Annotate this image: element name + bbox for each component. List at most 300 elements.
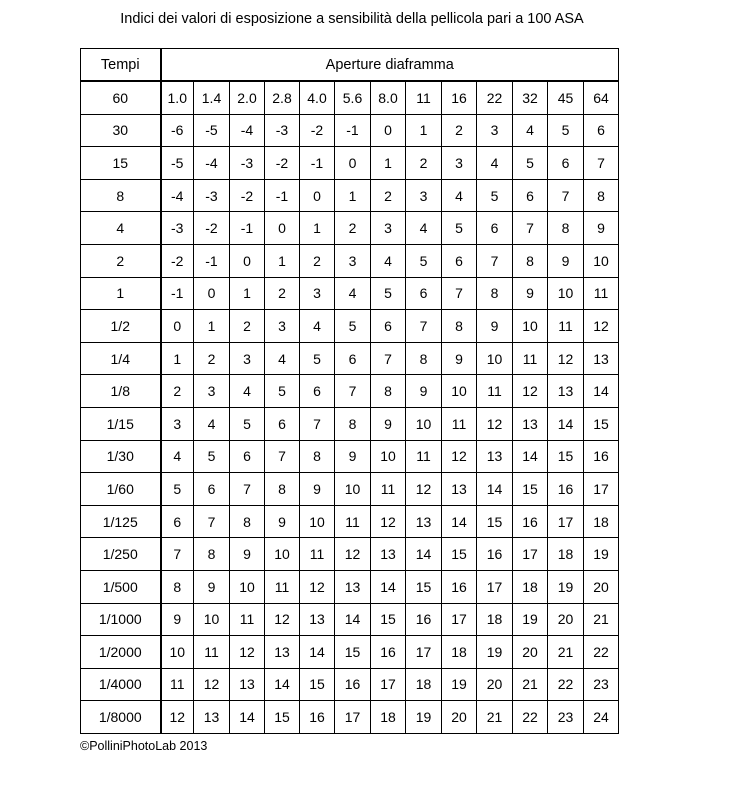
aperture-value-cell: 16 <box>442 81 477 114</box>
exposure-value-cell: 22 <box>584 636 619 669</box>
copyright-footer: ©PolliniPhotoLab 2013 <box>80 739 208 753</box>
exposure-value-cell: -5 <box>161 147 194 180</box>
exposure-value-cell: 21 <box>548 636 584 669</box>
exposure-value-cell: 1 <box>161 342 194 375</box>
exposure-value-cell: -2 <box>194 212 230 245</box>
exposure-value-cell: -2 <box>161 244 194 277</box>
shutter-time-cell: 1/125 <box>81 505 161 538</box>
exposure-value-cell: 9 <box>300 473 335 506</box>
exposure-value-cell: 24 <box>584 701 619 734</box>
exposure-value-cell: 20 <box>442 701 477 734</box>
shutter-time-cell: 4 <box>81 212 161 245</box>
exposure-value-cell: 9 <box>406 375 442 408</box>
exposure-value-cell: 3 <box>161 407 194 440</box>
exposure-value-cell: 11 <box>406 440 442 473</box>
exposure-value-cell: 6 <box>335 342 371 375</box>
aperture-value-cell: 11 <box>406 81 442 114</box>
exposure-value-cell: 11 <box>194 636 230 669</box>
table-row <box>81 407 619 440</box>
exposure-value-cell: -2 <box>265 147 300 180</box>
shutter-time-cell: 60 <box>81 81 161 114</box>
exposure-value-cell: 6 <box>513 179 548 212</box>
shutter-time-cell: 1/2 <box>81 310 161 343</box>
exposure-value-cell: 9 <box>548 244 584 277</box>
exposure-value-cell: 13 <box>477 440 513 473</box>
exposure-value-cell: 14 <box>548 407 584 440</box>
table-row <box>81 538 619 571</box>
shutter-time-cell: 2 <box>81 244 161 277</box>
exposure-value-cell: 4 <box>371 244 406 277</box>
exposure-value-cell: 0 <box>161 310 194 343</box>
exposure-value-cell: 15 <box>300 668 335 701</box>
table-row <box>81 636 619 669</box>
exposure-value-cell: 15 <box>265 701 300 734</box>
exposure-value-cell: 5 <box>406 244 442 277</box>
table-row <box>81 147 619 180</box>
exposure-value-cell: 18 <box>371 701 406 734</box>
exposure-value-cell: 10 <box>300 505 335 538</box>
exposure-value-cell: 10 <box>335 473 371 506</box>
exposure-value-cell: 10 <box>548 277 584 310</box>
exposure-value-cell: 12 <box>194 668 230 701</box>
exposure-value-cell: 8 <box>265 473 300 506</box>
exposure-value-cell: 12 <box>406 473 442 506</box>
exposure-value-cell: 3 <box>335 244 371 277</box>
exposure-value-cell: 12 <box>230 636 265 669</box>
exposure-value-cell: 9 <box>584 212 619 245</box>
exposure-value-cell: 3 <box>300 277 335 310</box>
shutter-time-cell: 1/8000 <box>81 701 161 734</box>
exposure-value-cell: 5 <box>513 147 548 180</box>
exposure-value-cell: 10 <box>161 636 194 669</box>
exposure-value-cell: 15 <box>584 407 619 440</box>
exposure-value-cell: 13 <box>265 636 300 669</box>
time-column-header: Tempi <box>81 49 161 82</box>
exposure-value-cell: 11 <box>265 570 300 603</box>
exposure-value-cell: 1 <box>194 310 230 343</box>
exposure-value-cell: 2 <box>265 277 300 310</box>
exposure-value-cell: 5 <box>230 407 265 440</box>
exposure-value-cell: 1 <box>406 114 442 147</box>
aperture-value-cell: 2.8 <box>265 81 300 114</box>
exposure-value-cell: 6 <box>230 440 265 473</box>
exposure-value-cell: 19 <box>548 570 584 603</box>
exposure-value-cell: 0 <box>194 277 230 310</box>
exposure-value-cell: -1 <box>230 212 265 245</box>
exposure-value-cell: 17 <box>548 505 584 538</box>
exposure-value-cell: 10 <box>371 440 406 473</box>
exposure-value-cell: 13 <box>371 538 406 571</box>
exposure-value-cell: 2 <box>442 114 477 147</box>
exposure-value-cell: 21 <box>477 701 513 734</box>
exposure-value-cell: 7 <box>194 505 230 538</box>
exposure-value-cell: 17 <box>442 603 477 636</box>
exposure-value-cell: 8 <box>300 440 335 473</box>
exposure-value-cell: 0 <box>371 114 406 147</box>
shutter-time-cell: 1/60 <box>81 473 161 506</box>
aperture-value-cell: 1.4 <box>194 81 230 114</box>
aperture-value-cell: 2.0 <box>230 81 265 114</box>
exposure-value-cell: 5 <box>548 114 584 147</box>
exposure-value-cell: -1 <box>265 179 300 212</box>
exposure-value-cell: 16 <box>584 440 619 473</box>
exposure-value-cell: 14 <box>300 636 335 669</box>
exposure-value-cell: 11 <box>161 668 194 701</box>
table-row <box>81 440 619 473</box>
exposure-value-cell: 20 <box>584 570 619 603</box>
exposure-value-cell: 9 <box>265 505 300 538</box>
table-header-row <box>81 49 619 82</box>
exposure-value-cell: 17 <box>513 538 548 571</box>
exposure-value-cell: 8 <box>442 310 477 343</box>
exposure-value-cell: 10 <box>265 538 300 571</box>
exposure-value-cell: 4 <box>194 407 230 440</box>
exposure-value-cell: 16 <box>406 603 442 636</box>
exposure-value-cell: 7 <box>161 538 194 571</box>
exposure-value-cell: 11 <box>300 538 335 571</box>
exposure-value-cell: 2 <box>406 147 442 180</box>
shutter-time-cell: 1/8 <box>81 375 161 408</box>
exposure-value-cell: 0 <box>300 179 335 212</box>
exposure-value-cell: 22 <box>548 668 584 701</box>
exposure-value-cell: 7 <box>442 277 477 310</box>
page-title: Indici dei valori di esposizione a sensibilità della pellicola pari a 100 ASA <box>120 11 584 27</box>
exposure-value-cell: 13 <box>300 603 335 636</box>
exposure-value-cell: 16 <box>300 701 335 734</box>
table-row <box>81 81 619 114</box>
exposure-value-cell: 4 <box>513 114 548 147</box>
exposure-value-cell: 5 <box>194 440 230 473</box>
exposure-value-cell: -4 <box>194 147 230 180</box>
exposure-value-cell: 14 <box>513 440 548 473</box>
exposure-value-cell: 4 <box>477 147 513 180</box>
exposure-value-cell: 7 <box>513 212 548 245</box>
exposure-value-cell: -4 <box>230 114 265 147</box>
exposure-value-cell: -4 <box>161 179 194 212</box>
exposure-value-cell: 7 <box>406 310 442 343</box>
exposure-value-cell: 15 <box>513 473 548 506</box>
exposure-value-cell: 10 <box>230 570 265 603</box>
exposure-value-cell: 3 <box>406 179 442 212</box>
shutter-time-cell: 1/1000 <box>81 603 161 636</box>
exposure-value-cell: 13 <box>406 505 442 538</box>
exposure-value-cell: 15 <box>477 505 513 538</box>
exposure-value-cell: 5 <box>371 277 406 310</box>
exposure-value-cell: 2 <box>161 375 194 408</box>
exposure-value-cell: 10 <box>442 375 477 408</box>
exposure-value-cell: 7 <box>300 407 335 440</box>
exposure-value-cell: 17 <box>335 701 371 734</box>
exposure-value-cell: 1 <box>230 277 265 310</box>
exposure-value-cell: 15 <box>371 603 406 636</box>
aperture-value-cell: 45 <box>548 81 584 114</box>
exposure-value-cell: 19 <box>513 603 548 636</box>
exposure-value-cell: 10 <box>584 244 619 277</box>
exposure-value-cell: 2 <box>230 310 265 343</box>
exposure-value-cell: 18 <box>477 603 513 636</box>
exposure-value-cell: 9 <box>442 342 477 375</box>
exposure-value-cell: 21 <box>584 603 619 636</box>
aperture-value-cell: 64 <box>584 81 619 114</box>
exposure-value-cell: 13 <box>442 473 477 506</box>
exposure-value-cell: 7 <box>584 147 619 180</box>
exposure-value-cell: 19 <box>584 538 619 571</box>
exposure-value-cell: 3 <box>194 375 230 408</box>
exposure-value-cell: 1 <box>335 179 371 212</box>
exposure-value-cell: -3 <box>194 179 230 212</box>
exposure-value-cell: 22 <box>513 701 548 734</box>
exposure-value-cell: 7 <box>230 473 265 506</box>
exposure-value-cell: 14 <box>335 603 371 636</box>
exposure-value-cell: -1 <box>335 114 371 147</box>
shutter-time-cell: 1/250 <box>81 538 161 571</box>
exposure-value-cell: -1 <box>300 147 335 180</box>
aperture-value-cell: 32 <box>513 81 548 114</box>
exposure-value-cell: 9 <box>477 310 513 343</box>
exposure-value-cell: 12 <box>265 603 300 636</box>
exposure-value-cell: 11 <box>548 310 584 343</box>
exposure-value-cell: 7 <box>548 179 584 212</box>
exposure-value-cell: 18 <box>513 570 548 603</box>
exposure-value-cell: 6 <box>300 375 335 408</box>
exposure-value-cell: 12 <box>300 570 335 603</box>
exposure-value-cell: 15 <box>335 636 371 669</box>
exposure-value-cell: 4 <box>335 277 371 310</box>
table-row <box>81 342 619 375</box>
exposure-value-cell: 17 <box>477 570 513 603</box>
exposure-value-cell: -1 <box>161 277 194 310</box>
exposure-value-cell: 6 <box>161 505 194 538</box>
exposure-value-cell: 23 <box>584 668 619 701</box>
exposure-value-cell: 7 <box>477 244 513 277</box>
exposure-value-cell: 18 <box>548 538 584 571</box>
shutter-time-cell: 1/4 <box>81 342 161 375</box>
aperture-value-cell: 22 <box>477 81 513 114</box>
exposure-value-cell: 16 <box>335 668 371 701</box>
exposure-value-cell: 8 <box>335 407 371 440</box>
exposure-value-cell: 12 <box>477 407 513 440</box>
table-row <box>81 701 619 734</box>
aperture-column-header: Aperture diaframma <box>161 49 619 82</box>
exposure-value-cell: 5 <box>477 179 513 212</box>
exposure-value-cell: 11 <box>335 505 371 538</box>
table-row <box>81 244 619 277</box>
exposure-value-cell: 10 <box>194 603 230 636</box>
exposure-value-cell: 14 <box>371 570 406 603</box>
exposure-value-cell: 8 <box>406 342 442 375</box>
exposure-value-cell: 13 <box>584 342 619 375</box>
exposure-value-cell: 9 <box>335 440 371 473</box>
exposure-value-cell: 11 <box>513 342 548 375</box>
exposure-value-cell: 12 <box>584 310 619 343</box>
exposure-value-cell: 6 <box>406 277 442 310</box>
exposure-value-cell: 7 <box>335 375 371 408</box>
exposure-value-cell: 5 <box>300 342 335 375</box>
exposure-value-cell: 16 <box>442 570 477 603</box>
exposure-value-cell: 17 <box>371 668 406 701</box>
exposure-value-table <box>80 48 619 734</box>
exposure-value-cell: -2 <box>230 179 265 212</box>
exposure-value-cell: 1 <box>265 244 300 277</box>
exposure-value-cell: 13 <box>548 375 584 408</box>
table-row <box>81 114 619 147</box>
exposure-value-cell: 16 <box>477 538 513 571</box>
exposure-value-cell: 10 <box>406 407 442 440</box>
exposure-value-cell: 13 <box>335 570 371 603</box>
exposure-value-cell: 11 <box>371 473 406 506</box>
exposure-value-cell: 14 <box>265 668 300 701</box>
exposure-value-cell: 3 <box>230 342 265 375</box>
exposure-value-cell: 5 <box>442 212 477 245</box>
shutter-time-cell: 15 <box>81 147 161 180</box>
exposure-value-cell: 8 <box>371 375 406 408</box>
aperture-value-cell: 4.0 <box>300 81 335 114</box>
shutter-time-cell: 8 <box>81 179 161 212</box>
exposure-value-cell: -1 <box>194 244 230 277</box>
table-row <box>81 570 619 603</box>
exposure-value-cell: 6 <box>194 473 230 506</box>
exposure-value-cell: 4 <box>161 440 194 473</box>
exposure-value-cell: 15 <box>406 570 442 603</box>
table-row <box>81 212 619 245</box>
exposure-value-cell: 11 <box>230 603 265 636</box>
exposure-value-cell: 6 <box>442 244 477 277</box>
exposure-value-cell: 12 <box>371 505 406 538</box>
exposure-value-cell: 20 <box>548 603 584 636</box>
exposure-value-cell: 8 <box>161 570 194 603</box>
table-row <box>81 277 619 310</box>
exposure-value-cell: 23 <box>548 701 584 734</box>
exposure-value-cell: 12 <box>161 701 194 734</box>
exposure-value-cell: 20 <box>513 636 548 669</box>
shutter-time-cell: 1/500 <box>81 570 161 603</box>
exposure-value-cell: 13 <box>230 668 265 701</box>
shutter-time-cell: 1/4000 <box>81 668 161 701</box>
exposure-value-cell: 4 <box>442 179 477 212</box>
exposure-value-cell: 12 <box>548 342 584 375</box>
aperture-value-cell: 5.6 <box>335 81 371 114</box>
exposure-value-cell: 21 <box>513 668 548 701</box>
exposure-value-cell: 4 <box>406 212 442 245</box>
exposure-value-cell: 8 <box>584 179 619 212</box>
aperture-value-cell: 1.0 <box>161 81 194 114</box>
exposure-value-cell: 5 <box>265 375 300 408</box>
exposure-value-cell: 14 <box>442 505 477 538</box>
exposure-value-cell: 11 <box>477 375 513 408</box>
exposure-value-cell: 14 <box>406 538 442 571</box>
exposure-value-cell: 5 <box>335 310 371 343</box>
exposure-value-cell: 11 <box>442 407 477 440</box>
exposure-value-cell: 13 <box>513 407 548 440</box>
exposure-value-cell: 14 <box>230 701 265 734</box>
exposure-value-cell: 20 <box>477 668 513 701</box>
exposure-value-cell: -3 <box>230 147 265 180</box>
exposure-value-cell: 3 <box>442 147 477 180</box>
exposure-value-cell: 4 <box>265 342 300 375</box>
table-row <box>81 179 619 212</box>
exposure-value-cell: 7 <box>265 440 300 473</box>
shutter-time-cell: 30 <box>81 114 161 147</box>
exposure-value-cell: 2 <box>300 244 335 277</box>
exposure-value-cell: 8 <box>548 212 584 245</box>
exposure-value-cell: -2 <box>300 114 335 147</box>
exposure-value-cell: 18 <box>584 505 619 538</box>
exposure-value-cell: 18 <box>406 668 442 701</box>
exposure-value-cell: 12 <box>442 440 477 473</box>
table-row <box>81 310 619 343</box>
exposure-value-cell: 3 <box>265 310 300 343</box>
exposure-value-cell: 17 <box>584 473 619 506</box>
exposure-value-cell: 12 <box>513 375 548 408</box>
exposure-value-cell: 2 <box>194 342 230 375</box>
exposure-value-cell: 9 <box>371 407 406 440</box>
exposure-value-cell: 15 <box>442 538 477 571</box>
table-row <box>81 603 619 636</box>
exposure-value-cell: -3 <box>161 212 194 245</box>
exposure-value-cell: 6 <box>548 147 584 180</box>
exposure-value-cell: 17 <box>406 636 442 669</box>
exposure-value-cell: 8 <box>194 538 230 571</box>
exposure-value-cell: 15 <box>548 440 584 473</box>
table-row <box>81 375 619 408</box>
exposure-value-cell: 6 <box>265 407 300 440</box>
table-row <box>81 668 619 701</box>
shutter-time-cell: 1/30 <box>81 440 161 473</box>
exposure-value-cell: 10 <box>513 310 548 343</box>
exposure-value-cell: 16 <box>513 505 548 538</box>
shutter-time-cell: 1/2000 <box>81 636 161 669</box>
exposure-value-cell: 8 <box>513 244 548 277</box>
exposure-value-cell: 6 <box>477 212 513 245</box>
exposure-value-cell: 1 <box>300 212 335 245</box>
exposure-value-cell: 7 <box>371 342 406 375</box>
exposure-value-cell: -3 <box>265 114 300 147</box>
exposure-value-cell: 2 <box>371 179 406 212</box>
exposure-value-cell: 10 <box>477 342 513 375</box>
exposure-value-cell: 6 <box>371 310 406 343</box>
exposure-value-cell: 14 <box>477 473 513 506</box>
exposure-value-cell: 14 <box>584 375 619 408</box>
table-row <box>81 505 619 538</box>
exposure-value-cell: 19 <box>442 668 477 701</box>
shutter-time-cell: 1 <box>81 277 161 310</box>
exposure-value-cell: 8 <box>230 505 265 538</box>
table-row <box>81 473 619 506</box>
exposure-value-cell: 0 <box>265 212 300 245</box>
exposure-value-cell: 9 <box>230 538 265 571</box>
exposure-value-cell: 11 <box>584 277 619 310</box>
exposure-value-cell: -6 <box>161 114 194 147</box>
exposure-value-cell: -5 <box>194 114 230 147</box>
exposure-value-cell: 4 <box>230 375 265 408</box>
exposure-value-cell: 6 <box>584 114 619 147</box>
exposure-value-cell: 0 <box>230 244 265 277</box>
exposure-value-cell: 3 <box>371 212 406 245</box>
exposure-value-cell: 0 <box>335 147 371 180</box>
exposure-value-cell: 3 <box>477 114 513 147</box>
exposure-value-cell: 18 <box>442 636 477 669</box>
shutter-time-cell: 1/15 <box>81 407 161 440</box>
exposure-value-cell: 4 <box>300 310 335 343</box>
exposure-value-cell: 19 <box>406 701 442 734</box>
exposure-value-cell: 19 <box>477 636 513 669</box>
exposure-value-cell: 16 <box>548 473 584 506</box>
exposure-value-cell: 5 <box>161 473 194 506</box>
exposure-value-cell: 9 <box>513 277 548 310</box>
exposure-value-cell: 2 <box>335 212 371 245</box>
aperture-value-cell: 8.0 <box>371 81 406 114</box>
exposure-value-cell: 8 <box>477 277 513 310</box>
